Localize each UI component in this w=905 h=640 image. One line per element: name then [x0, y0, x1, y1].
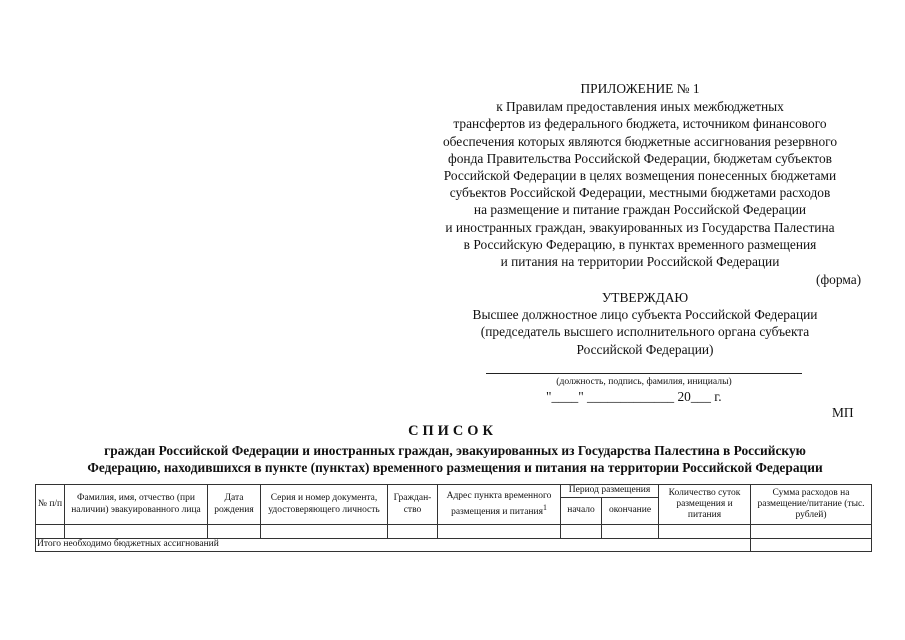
evacuees-table [35, 484, 872, 552]
header-num: № п/п [36, 485, 65, 525]
appendix-line: к Правилам предоставления иных межбюджетных [496, 99, 784, 115]
approval-line: Высшее должностное лицо субъекта Российской Федерации [472, 307, 818, 323]
table-cell [208, 525, 261, 539]
appendix-line: фонда Правительства Российской Федерации, бюджетам субъектов [448, 150, 832, 166]
appendix-block [410, 80, 870, 270]
total-label: Итого необходимо бюджетных ассигнований [36, 539, 751, 552]
appendix-line: в Российскую Федерацию, в пунктах временного размещения [463, 236, 817, 252]
header-period: Период размещения [561, 485, 659, 498]
total-row [36, 539, 872, 552]
form-label: (форма) [816, 272, 862, 287]
appendix-title: ПРИЛОЖЕНИЕ № 1 [580, 81, 700, 96]
stamp-label: МП [832, 405, 854, 420]
appendix-line: и питания на территории Российской Федерации [500, 254, 780, 270]
header-sum: Сумма расходов на размещение/питание (тыс. рублей) [751, 485, 872, 525]
header-days: Количество суток размещения и питания [659, 485, 751, 525]
table-cell [388, 525, 438, 539]
signature-caption: (должность, подпись, фамилия, инициалы) [556, 376, 732, 387]
header-document: Серия и номер документа, удостоверяющего личность [261, 485, 388, 525]
header-birth: Дата рождения [208, 485, 261, 525]
approval-line: Российской Федерации) [576, 341, 714, 357]
header-address-text: Адрес пункта временного размещения и питания [446, 490, 552, 518]
appendix-line: Российской Федерации в целях возмещения понесенных бюджетами [443, 168, 837, 184]
header-period-start: начало [561, 498, 602, 525]
signature-line [486, 373, 802, 374]
appendix-line: трансфертов из федерального бюджета, источником финансового [453, 116, 827, 132]
footnote-marker: 1 [542, 502, 547, 512]
date-line: "____" _____________ 20___ г. [546, 389, 722, 404]
header-citizenship: Граждан-ство [388, 485, 438, 525]
table-cell [659, 525, 751, 539]
list-subtitle [40, 443, 870, 476]
appendix-line: и иностранных граждан, эвакуированных из Государства Палестина [445, 219, 835, 235]
header-name: Фамилия, имя, отчество (при наличии) эвакуированного лица [65, 485, 208, 525]
approval-block [430, 289, 860, 358]
appendix-line: субъектов Российской Федерации, местными бюджетами расходов [449, 185, 831, 201]
header-period-end: окончание [602, 498, 659, 525]
list-title: СПИСОК [408, 423, 497, 439]
appendix-line: на размещение и питание граждан Российской Федерации [473, 202, 807, 218]
total-value-cell [751, 539, 872, 552]
approval-line: (председатель высшего исполнительного органа субъекта [480, 324, 810, 340]
header-address [438, 485, 561, 525]
list-subtitle-line: граждан Российской Федерации и иностранных граждан, эвакуированных из Государства Палестина в Российскую [104, 443, 806, 458]
approval-heading: УТВЕРЖДАЮ [601, 290, 689, 305]
table-cell [65, 525, 208, 539]
table-cell [602, 525, 659, 539]
table-cell [438, 525, 561, 539]
list-subtitle-line: Федерацию, находившихся в пункте (пунктах) временного размещения и питания на территории Российской Федерации [87, 459, 823, 475]
table-cell [751, 525, 872, 539]
table-row [36, 525, 872, 539]
appendix-line: обеспечения которых являются бюджетные ассигнования резервного [442, 133, 838, 149]
table-cell [36, 525, 65, 539]
table-cell [261, 525, 388, 539]
table-cell [561, 525, 602, 539]
